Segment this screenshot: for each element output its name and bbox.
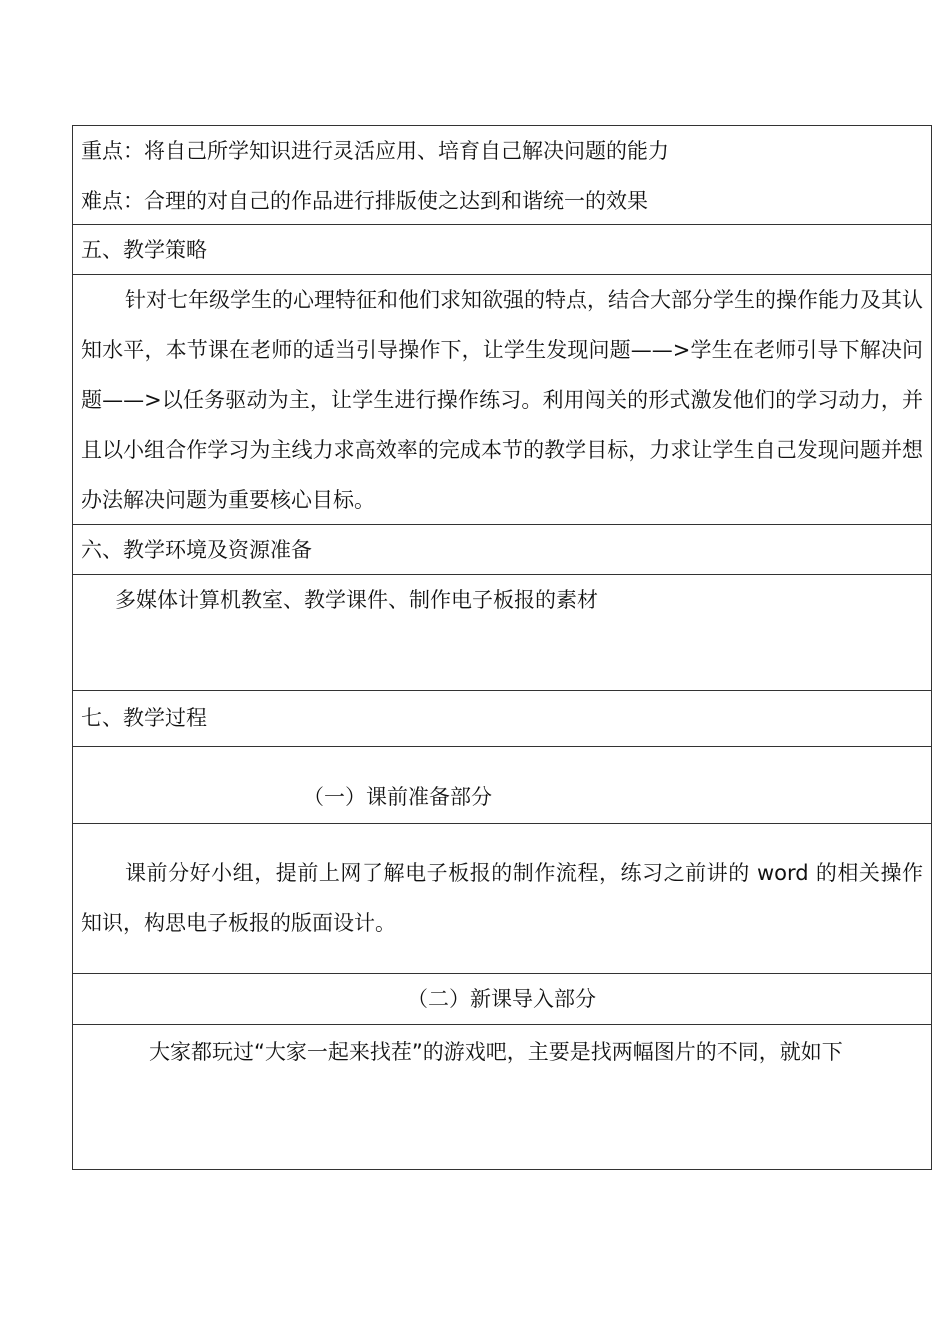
environment-heading: 六、教学环境及资源准备	[81, 538, 312, 562]
part2-paragraph: 大家都玩过“大家一起来找茬”的游戏吧，主要是找两幅图片的不同，就如下	[149, 1040, 843, 1064]
environment-paragraph: 多媒体计算机教室、教学课件、制作电子板报的素材	[115, 588, 598, 612]
key-point-text: 重点：将自己所学知识进行灵活应用、培育自己解决问题的能力	[81, 139, 669, 163]
part2-text-row	[73, 1025, 931, 1169]
part1-paragraph: 课前分好小组，提前上网了解电子板报的制作流程，练习之前讲的 word 的相关操作知识，构思电子板报的版面设计。	[81, 861, 923, 935]
key-points-row	[73, 126, 931, 225]
part2-heading-row	[73, 974, 931, 1025]
environment-text-row	[73, 575, 931, 691]
lesson-plan-table	[72, 125, 932, 1170]
part1-heading: （一）课前准备部分	[303, 785, 492, 809]
process-heading-row	[73, 691, 931, 747]
part1-heading-row	[73, 747, 931, 824]
strategy-paragraph: 针对七年级学生的心理特征和他们求知欲强的特点，结合大部分学生的操作能力及其认知水平，本节课在老师的适当引导操作下，让学生发现问题——>学生在老师引导下解决问题——>以任务驱动为主，让学生进行操作练习。利用闯关的形式激发他们的学习动力，并且以小组合作学习为主线力求高效率的完成本节的教学目标，力求让学生自己发现问题并想办法解决问题为重要核心目标。	[81, 288, 923, 512]
part2-heading: （二）新课导入部分	[407, 987, 596, 1011]
strategy-heading: 五、教学策略	[81, 238, 207, 262]
difficulty-text: 难点：合理的对自己的作品进行排版使之达到和谐统一的效果	[81, 189, 648, 213]
part1-text-row	[73, 824, 931, 974]
process-heading: 七、教学过程	[81, 706, 207, 730]
strategy-text-row	[73, 275, 931, 525]
strategy-heading-row	[73, 225, 931, 275]
environment-heading-row	[73, 525, 931, 575]
